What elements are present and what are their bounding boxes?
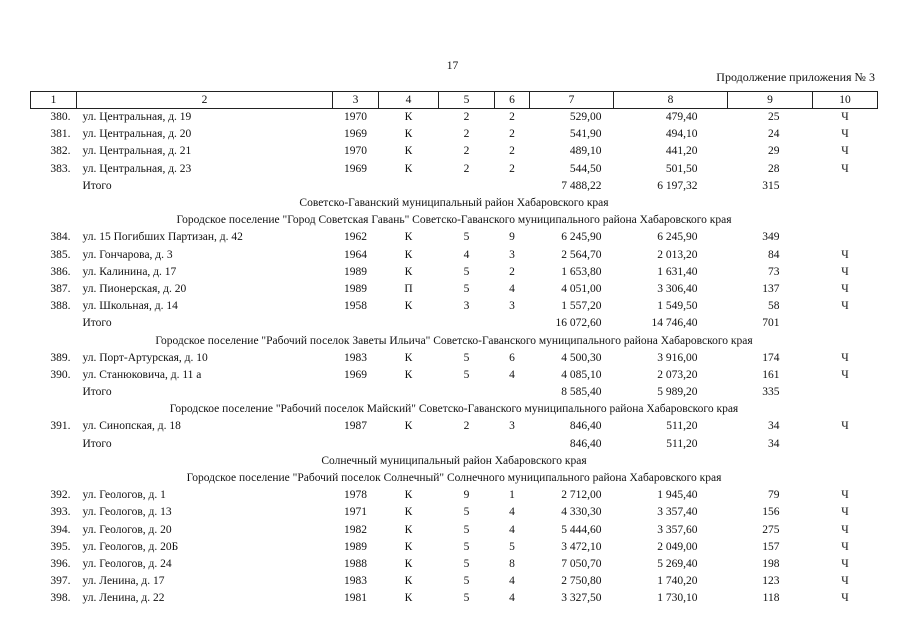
row-number: 389. (50, 351, 71, 364)
year-cell: 1983 (344, 351, 367, 364)
living-area-cell: 3 357,40 (657, 506, 698, 519)
column-header: 9 (728, 92, 813, 109)
table-body (31, 109, 878, 608)
appendix-continuation-label: Продолжение приложения № 3 (716, 70, 875, 84)
living-area-cell: 1 945,40 (657, 489, 698, 502)
residents-cell: 198 (762, 557, 780, 570)
entrances-cell: 8 (509, 557, 515, 570)
entrances-cell: 3 (509, 420, 515, 433)
total-area-cell: 4 051,00 (561, 282, 602, 295)
total-area-cell: 6 245,90 (561, 231, 602, 244)
category-cell: Ч (841, 300, 849, 313)
year-cell (333, 384, 379, 401)
address-cell: ул. Центральная, д. 23 (82, 162, 192, 175)
entrances-cell: 3 (509, 300, 515, 313)
residents-cell: 174 (762, 351, 780, 364)
total-area-cell: 4 330,30 (561, 506, 602, 519)
address-cell: ул. Гончарова, д. 3 (82, 248, 173, 261)
row-number: 387. (50, 282, 71, 295)
total-area-cell: 529,00 (569, 111, 602, 124)
year-cell: 1988 (344, 557, 367, 570)
section-heading: Городское поселение "Рабочий поселок Солнечный" Солнечного муниципального района Хабаровского края (186, 472, 722, 485)
category-cell (813, 384, 878, 401)
wall-material-cell: К (404, 489, 413, 502)
section-heading: Советско-Гаванский муниципальный район Хабаровского края (299, 197, 609, 210)
living-area-cell: 3 916,00 (657, 351, 698, 364)
entrances-cell: 4 (509, 592, 515, 605)
residents-cell: 137 (762, 282, 780, 295)
row-number: 390. (50, 368, 71, 381)
address-cell: ул. Синопская, д. 18 (82, 420, 181, 433)
housing-stock-table (30, 91, 878, 607)
year-cell: 1983 (344, 575, 367, 588)
living-area-cell: 501,50 (665, 162, 698, 175)
total-area-cell: 3 472,10 (561, 540, 602, 553)
entrances-cell: 2 (509, 111, 515, 124)
living-area-cell: 5 269,40 (657, 557, 698, 570)
wall-material-cell: К (404, 351, 413, 364)
floors-cell: 5 (463, 282, 470, 295)
entrances-cell (495, 384, 530, 401)
category-cell (813, 178, 878, 195)
section-heading: Городское поселение "Рабочий поселок Заветы Ильича" Советско-Гаванского муниципального района Хабаровского края (155, 334, 753, 347)
floors-cell: 5 (463, 506, 470, 519)
entrances-cell: 4 (509, 575, 515, 588)
living-area-cell: 2 013,20 (657, 248, 698, 261)
floors-cell: 5 (463, 351, 470, 364)
table-row (31, 281, 878, 298)
floors-cell: 3 (463, 300, 470, 313)
year-cell (333, 436, 379, 453)
floors-cell: 2 (463, 420, 470, 433)
section-heading-row (31, 470, 878, 487)
total-area-cell: 2 712,00 (561, 489, 602, 502)
floors-cell: 5 (463, 368, 470, 381)
living-area-cell: 441,20 (665, 145, 698, 158)
address-cell: ул. Порт-Артурская, д. 10 (82, 351, 208, 364)
living-area-cell: 3 357,60 (657, 523, 698, 536)
category-cell (813, 229, 878, 246)
total-label: Итого (82, 179, 112, 192)
table-row (31, 487, 878, 504)
floors-cell: 5 (463, 592, 470, 605)
living-area-cell: 511,20 (666, 437, 698, 450)
category-cell: Ч (841, 489, 849, 502)
floors-cell: 5 (463, 575, 470, 588)
year-cell: 1981 (344, 592, 367, 605)
living-area-cell: 14 746,40 (651, 317, 698, 330)
residents-cell: 118 (762, 592, 780, 605)
total-row (31, 178, 878, 195)
section-heading-row (31, 453, 878, 470)
table-row (31, 247, 878, 264)
living-area-cell: 1 549,50 (657, 300, 698, 313)
total-area-cell: 16 072,60 (555, 317, 602, 330)
total-area-cell: 7 488,22 (561, 179, 602, 192)
year-cell: 1969 (344, 162, 367, 175)
floors-cell: 4 (463, 248, 470, 261)
wall-material-cell: К (404, 145, 413, 158)
address-cell: ул. Ленина, д. 17 (82, 575, 165, 588)
category-cell: Ч (841, 265, 849, 278)
address-cell: ул. Геологов, д. 13 (82, 506, 172, 519)
section-heading-row (31, 195, 878, 212)
total-area-cell: 4 500,30 (561, 351, 602, 364)
address-cell: ул. Центральная, д. 19 (82, 111, 192, 124)
column-header: 7 (530, 92, 614, 109)
residents-cell: 335 (762, 386, 780, 399)
column-header: 6 (495, 92, 530, 109)
total-area-cell: 1 653,80 (561, 265, 602, 278)
column-header: 4 (379, 92, 439, 109)
entrances-cell: 1 (509, 489, 515, 502)
living-area-cell: 1 730,10 (657, 592, 698, 605)
category-cell: Ч (841, 506, 849, 519)
category-cell: Ч (841, 248, 849, 261)
year-cell: 1958 (344, 300, 367, 313)
row-number: 395. (50, 540, 71, 553)
residents-cell: 123 (762, 575, 780, 588)
wall-material-cell: К (404, 368, 413, 381)
floors-cell: 5 (463, 231, 470, 244)
table-row (31, 229, 878, 246)
table-row (31, 264, 878, 281)
wall-material-cell: К (404, 300, 413, 313)
table-row (31, 522, 878, 539)
total-area-cell: 8 585,40 (561, 386, 602, 399)
total-area-cell: 846,40 (569, 437, 602, 450)
total-label: Итого (82, 386, 112, 399)
floors-cell: 5 (463, 540, 470, 553)
wall-material-cell (379, 178, 439, 195)
table-row (31, 143, 878, 160)
year-cell: 1970 (344, 145, 367, 158)
total-area-cell: 846,40 (569, 420, 602, 433)
wall-material-cell: К (404, 420, 413, 433)
table-row (31, 161, 878, 178)
category-cell: Ч (841, 557, 849, 570)
address-cell: ул. Геологов, д. 20 (82, 523, 172, 536)
year-cell (333, 178, 379, 195)
address-cell: ул. Геологов, д. 24 (82, 557, 172, 570)
floors-cell: 9 (463, 489, 470, 502)
table-row (31, 367, 878, 384)
wall-material-cell: К (404, 506, 413, 519)
wall-material-cell: К (404, 575, 413, 588)
entrances-cell: 4 (509, 282, 515, 295)
row-number (31, 315, 77, 332)
total-area-cell: 541,90 (569, 128, 602, 141)
residents-cell: 34 (768, 420, 780, 433)
column-header: 3 (333, 92, 379, 109)
section-heading-row (31, 401, 878, 418)
living-area-cell: 5 989,20 (657, 386, 698, 399)
year-cell: 1970 (344, 111, 367, 124)
column-number-row (31, 92, 878, 109)
table-row (31, 126, 878, 143)
page-number: 17 (446, 60, 459, 72)
entrances-cell: 9 (509, 231, 515, 244)
residents-cell: 24 (768, 128, 780, 141)
total-area-cell: 2 750,80 (561, 575, 602, 588)
table-row (31, 418, 878, 435)
column-header: 5 (439, 92, 495, 109)
row-number (31, 384, 77, 401)
residents-cell: 315 (762, 179, 780, 192)
row-number (31, 436, 77, 453)
row-number: 393. (50, 506, 71, 519)
row-number: 384. (50, 231, 71, 244)
section-heading: Городское поселение "Город Советская Гавань" Советско-Гаванского муниципального района Хабаровского края (176, 214, 732, 227)
category-cell: Ч (841, 282, 849, 295)
row-number: 391. (50, 420, 71, 433)
row-number: 398. (50, 592, 71, 605)
floors-cell: 2 (463, 128, 470, 141)
floors-cell: 2 (463, 162, 470, 175)
residents-cell: 73 (768, 265, 780, 278)
wall-material-cell: К (404, 265, 413, 278)
residents-cell: 28 (768, 162, 780, 175)
total-area-cell: 5 444,60 (561, 523, 602, 536)
floors-cell (439, 436, 495, 453)
total-row (31, 315, 878, 332)
total-label: Итого (82, 437, 112, 450)
category-cell: Ч (841, 420, 849, 433)
category-cell: Ч (841, 351, 849, 364)
table-row (31, 556, 878, 573)
column-header: 2 (77, 92, 333, 109)
wall-material-cell: К (404, 162, 413, 175)
row-number: 396. (50, 557, 71, 570)
entrances-cell (495, 178, 530, 195)
living-area-cell: 3 306,40 (657, 282, 698, 295)
table-row (31, 590, 878, 607)
wall-material-cell: П (404, 282, 413, 295)
total-area-cell: 544,50 (569, 162, 602, 175)
category-cell: Ч (841, 145, 849, 158)
column-header: 8 (614, 92, 728, 109)
residents-cell: 29 (768, 145, 780, 158)
category-cell (813, 436, 878, 453)
column-header: 10 (813, 92, 878, 109)
residents-cell: 275 (762, 523, 780, 536)
year-cell: 1962 (344, 231, 367, 244)
category-cell: Ч (841, 575, 849, 588)
residents-cell: 349 (762, 231, 780, 244)
living-area-cell: 6 245,90 (657, 231, 698, 244)
year-cell (333, 315, 379, 332)
address-cell: ул. Пионерская, д. 20 (82, 282, 187, 295)
wall-material-cell (379, 315, 439, 332)
category-cell: Ч (841, 592, 849, 605)
wall-material-cell: К (404, 540, 413, 553)
total-label: Итого (82, 317, 112, 330)
entrances-cell: 6 (509, 351, 515, 364)
year-cell: 1982 (344, 523, 367, 536)
row-number: 385. (50, 248, 71, 261)
residents-cell: 156 (762, 506, 780, 519)
year-cell: 1969 (344, 368, 367, 381)
total-area-cell: 489,10 (569, 145, 602, 158)
living-area-cell: 1 740,20 (657, 575, 698, 588)
living-area-cell: 479,40 (665, 111, 698, 124)
entrances-cell: 4 (509, 368, 515, 381)
residents-cell: 701 (762, 317, 780, 330)
living-area-cell: 511,20 (666, 420, 698, 433)
wall-material-cell: К (404, 248, 413, 261)
row-number: 392. (50, 489, 71, 502)
residents-cell: 161 (762, 368, 780, 381)
row-number: 386. (50, 265, 71, 278)
category-cell (813, 315, 878, 332)
total-row (31, 384, 878, 401)
table-row (31, 350, 878, 367)
year-cell: 1969 (344, 128, 367, 141)
living-area-cell: 1 631,40 (657, 265, 698, 278)
wall-material-cell (379, 436, 439, 453)
entrances-cell: 4 (509, 506, 515, 519)
floors-cell: 5 (463, 265, 470, 278)
table-header (31, 92, 878, 109)
address-cell: ул. Центральная, д. 20 (82, 128, 192, 141)
total-area-cell: 2 564,70 (561, 248, 602, 261)
total-area-cell: 7 050,70 (561, 557, 602, 570)
year-cell: 1987 (344, 420, 367, 433)
year-cell: 1971 (344, 506, 367, 519)
wall-material-cell: К (404, 231, 413, 244)
floors-cell: 2 (463, 111, 470, 124)
residents-cell: 157 (762, 540, 780, 553)
wall-material-cell: К (404, 128, 413, 141)
entrances-cell: 2 (509, 128, 515, 141)
wall-material-cell: К (404, 523, 413, 536)
category-cell: Ч (841, 368, 849, 381)
section-heading: Солнечный муниципальный район Хабаровского края (321, 454, 587, 467)
entrances-cell (495, 315, 530, 332)
section-heading: Городское поселение "Рабочий поселок Майский" Советско-Гаванского муниципального района Хабаровского края (169, 403, 739, 416)
living-area-cell: 2 073,20 (657, 368, 698, 381)
address-cell: ул. Калинина, д. 17 (82, 265, 177, 278)
year-cell: 1964 (344, 248, 367, 261)
year-cell: 1978 (344, 489, 367, 502)
entrances-cell: 2 (509, 265, 515, 278)
address-cell: ул. Геологов, д. 1 (82, 489, 166, 502)
row-number: 381. (50, 128, 71, 141)
entrances-cell: 2 (509, 162, 515, 175)
floors-cell: 5 (463, 557, 470, 570)
living-area-cell: 494,10 (665, 128, 698, 141)
residents-cell: 25 (768, 111, 780, 124)
address-cell: ул. Центральная, д. 21 (82, 145, 192, 158)
category-cell: Ч (841, 162, 849, 175)
entrances-cell (495, 436, 530, 453)
section-heading-row (31, 212, 878, 229)
entrances-cell: 3 (509, 248, 515, 261)
address-cell: ул. Школьная, д. 14 (82, 300, 178, 313)
row-number: 380. (50, 111, 71, 124)
row-number (31, 178, 77, 195)
entrances-cell: 5 (509, 540, 515, 553)
category-cell: Ч (841, 540, 849, 553)
column-header: 1 (31, 92, 77, 109)
table-row (31, 109, 878, 127)
address-cell: ул. Ленина, д. 22 (82, 592, 165, 605)
table-row (31, 573, 878, 590)
table-row (31, 539, 878, 556)
total-row (31, 436, 878, 453)
year-cell: 1989 (344, 282, 367, 295)
floors-cell: 2 (463, 145, 470, 158)
wall-material-cell: К (404, 111, 413, 124)
floors-cell (439, 178, 495, 195)
address-cell: ул. Геологов, д. 20Б (82, 540, 179, 553)
living-area-cell: 6 197,32 (657, 179, 698, 192)
row-number: 382. (50, 145, 71, 158)
total-area-cell: 3 327,50 (561, 592, 602, 605)
row-number: 394. (50, 523, 71, 536)
floors-cell (439, 315, 495, 332)
residents-cell: 84 (768, 248, 780, 261)
address-cell: ул. Станюковича, д. 11 а (82, 368, 202, 381)
category-cell: Ч (841, 523, 849, 536)
floors-cell (439, 384, 495, 401)
category-cell: Ч (841, 128, 849, 141)
entrances-cell: 4 (509, 523, 515, 536)
address-cell: ул. 15 Погибших Партизан, д. 42 (82, 231, 243, 244)
year-cell: 1989 (344, 265, 367, 278)
table-row (31, 504, 878, 521)
entrances-cell: 2 (509, 145, 515, 158)
wall-material-cell: К (404, 592, 413, 605)
total-area-cell: 4 085,10 (561, 368, 602, 381)
row-number: 397. (50, 575, 71, 588)
section-heading-row (31, 332, 878, 349)
residents-cell: 79 (768, 489, 780, 502)
residents-cell: 58 (768, 300, 780, 313)
residents-cell: 34 (768, 437, 780, 450)
living-area-cell: 2 049,00 (657, 540, 698, 553)
wall-material-cell: К (404, 557, 413, 570)
row-number: 388. (50, 300, 71, 313)
category-cell: Ч (841, 111, 849, 124)
wall-material-cell (379, 384, 439, 401)
floors-cell: 5 (463, 523, 470, 536)
row-number: 383. (50, 162, 71, 175)
total-area-cell: 1 557,20 (561, 300, 602, 313)
table-row (31, 298, 878, 315)
year-cell: 1989 (344, 540, 367, 553)
